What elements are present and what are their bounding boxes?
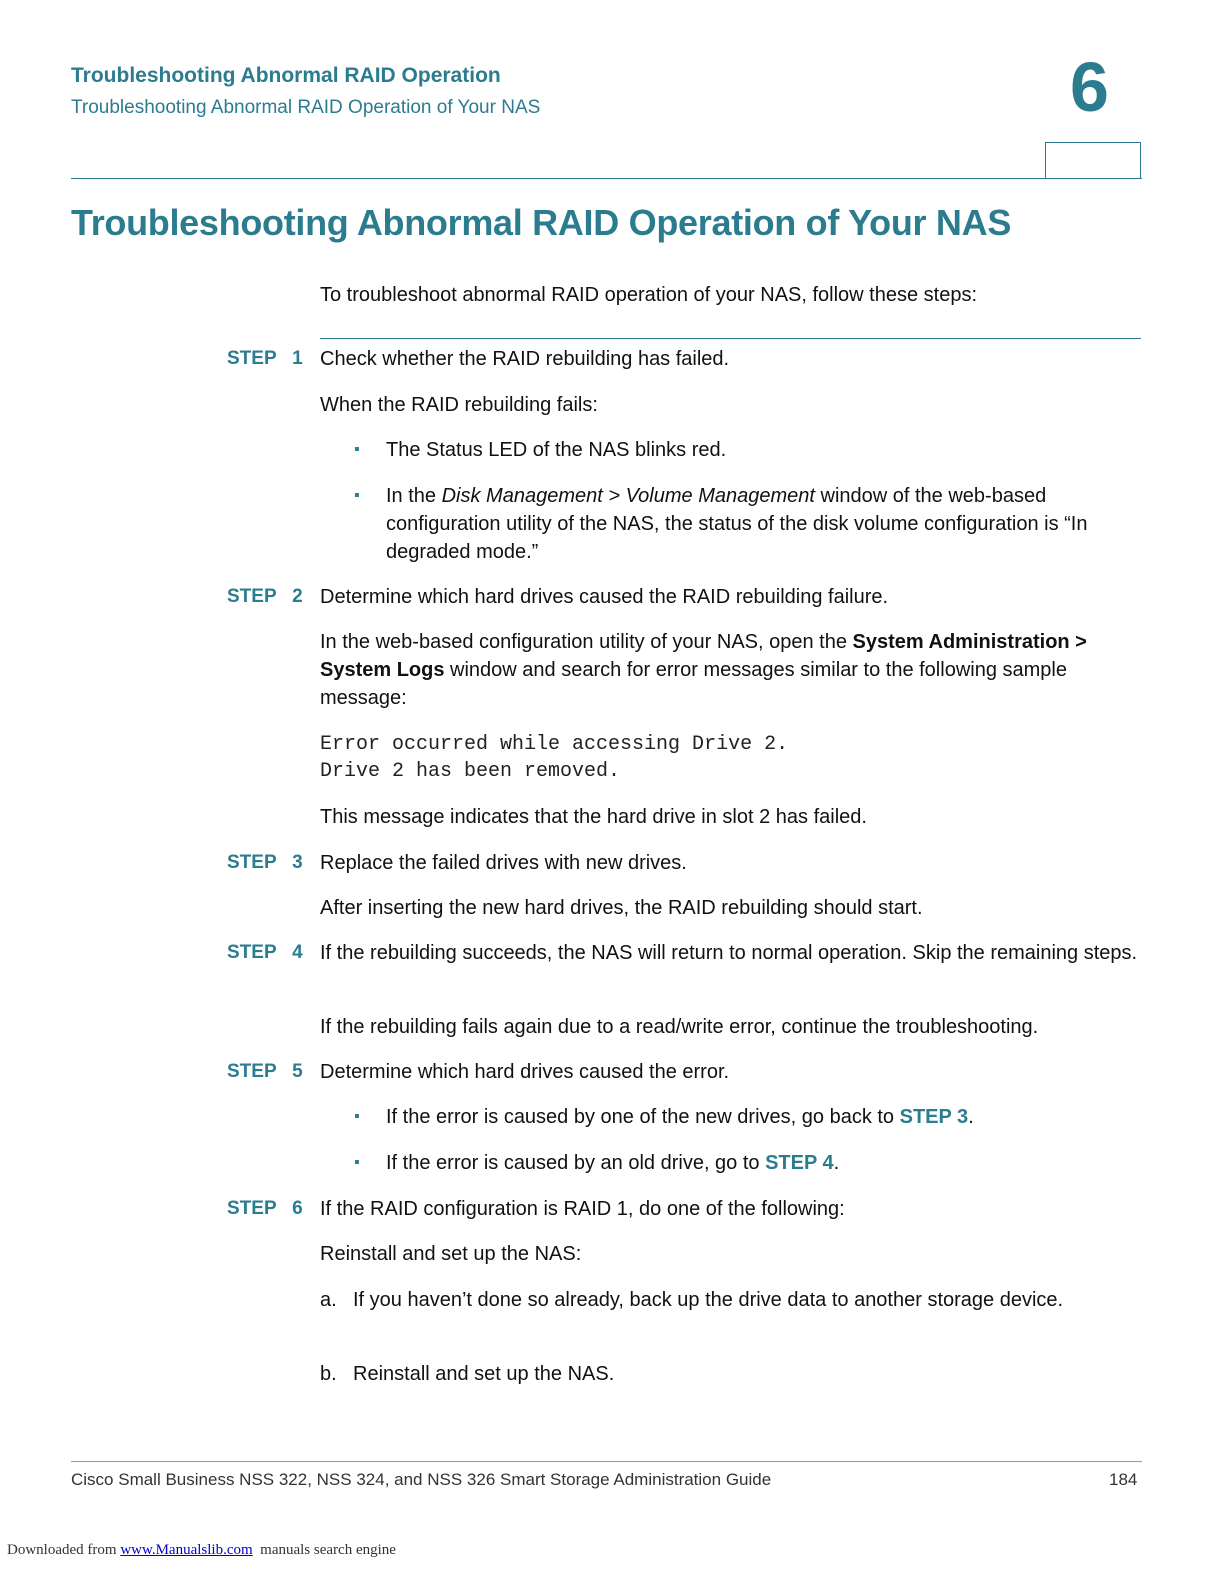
step-3-link[interactable]: STEP 3 — [899, 1106, 969, 1128]
ui-path-bold: System Administration > System Logs — [320, 631, 1087, 681]
step-4-text: If the rebuilding succeeds, the NAS will return to normal operation. Skip the remaining steps. — [320, 942, 1138, 964]
bullet-icon: ▪ — [354, 441, 360, 458]
page-number: 184 — [1109, 1470, 1138, 1489]
step-3-text: Replace the failed drives with new drives. — [320, 852, 687, 874]
step-5-label: STEP 5 — [227, 1061, 303, 1082]
step-4-link[interactable]: STEP 4 — [765, 1152, 834, 1174]
step-2-label: STEP 2 — [227, 586, 303, 607]
list-marker-a: a. — [320, 1289, 337, 1311]
footer-guide-title: Cisco Small Business NSS 322, NSS 324, and NSS 326 Smart Storage Administration Guide — [71, 1470, 772, 1489]
step-6-sub: Reinstall and set up the NAS: — [320, 1243, 582, 1265]
step-2-text: Determine which hard drives caused the RAID rebuilding failure. — [320, 586, 889, 608]
step-6-text: If the RAID configuration is RAID 1, do one of the following: — [320, 1198, 845, 1220]
step-6-label: STEP 6 — [227, 1198, 303, 1219]
footer-divider — [71, 1461, 1142, 1462]
manualslib-link[interactable]: www.Manualslib.com — [120, 1542, 253, 1558]
step-3-sub: After inserting the new hard drives, the RAID rebuilding should start. — [320, 897, 923, 919]
intro-text: To troubleshoot abnormal RAID operation of your NAS, follow these steps: — [320, 284, 978, 306]
step-5-text: Determine which hard drives caused the error. — [320, 1061, 730, 1083]
bullet-icon: ▪ — [354, 1154, 360, 1171]
step-6-item-a: If you haven’t done so already, back up the drive data to another storage device. — [353, 1289, 1064, 1311]
chapter-number: 6 — [1070, 48, 1109, 126]
step-6-item-b: Reinstall and set up the NAS. — [353, 1363, 615, 1385]
step-4-sub: If the rebuilding fails again due to a read/write error, continue the troubleshooting. — [320, 1016, 1039, 1038]
step-2-paragraph: In the web-based configuration utility of your NAS, open the System Administration > System Logs window and search for error messages similar to the following sample message: — [320, 631, 1087, 709]
bullet-icon: ▪ — [354, 487, 360, 504]
step-1-text: Check whether the RAID rebuilding has failed. — [320, 348, 730, 370]
ui-path-italic: Disk Management > Volume Management — [441, 485, 815, 507]
step-2-after: This message indicates that the hard drive in slot 2 has failed. — [320, 806, 867, 828]
step-4-label: STEP 4 — [227, 942, 303, 963]
step-1-label: STEP 1 — [227, 348, 303, 369]
step-5-bullet-1: If the error is caused by one of the new drives, go back to STEP 3. — [386, 1106, 974, 1128]
step-1-sub: When the RAID rebuilding fails: — [320, 394, 598, 416]
step-1-bullet-2: In the Disk Management > Volume Management window of the web-based configuration utility of the NAS, the status of the disk volume configuration is “In degraded mode.” — [386, 485, 1088, 563]
step-3-label: STEP 3 — [227, 852, 303, 873]
chapter-tab-box — [1045, 142, 1141, 178]
intro-divider — [320, 338, 1141, 339]
code-line-2: Drive 2 has been removed. — [320, 760, 621, 783]
section-title: Troubleshooting Abnormal RAID Operation of Your NAS — [71, 202, 1012, 243]
list-marker-b: b. — [320, 1363, 337, 1385]
step-5-bullet-2: If the error is caused by an old drive, go to STEP 4. — [386, 1152, 840, 1174]
chapter-title: Troubleshooting Abnormal RAID Operation — [71, 64, 501, 87]
step-1-bullet-1: The Status LED of the NAS blinks red. — [386, 439, 727, 461]
bullet-icon: ▪ — [354, 1108, 360, 1125]
header-divider — [71, 178, 1142, 179]
chapter-subtitle: Troubleshooting Abnormal RAID Operation of Your NAS — [71, 97, 541, 118]
code-line-1: Error occurred while accessing Drive 2. — [320, 733, 789, 756]
download-notice: Downloaded from www.Manualslib.com manuals search engine — [7, 1542, 396, 1558]
